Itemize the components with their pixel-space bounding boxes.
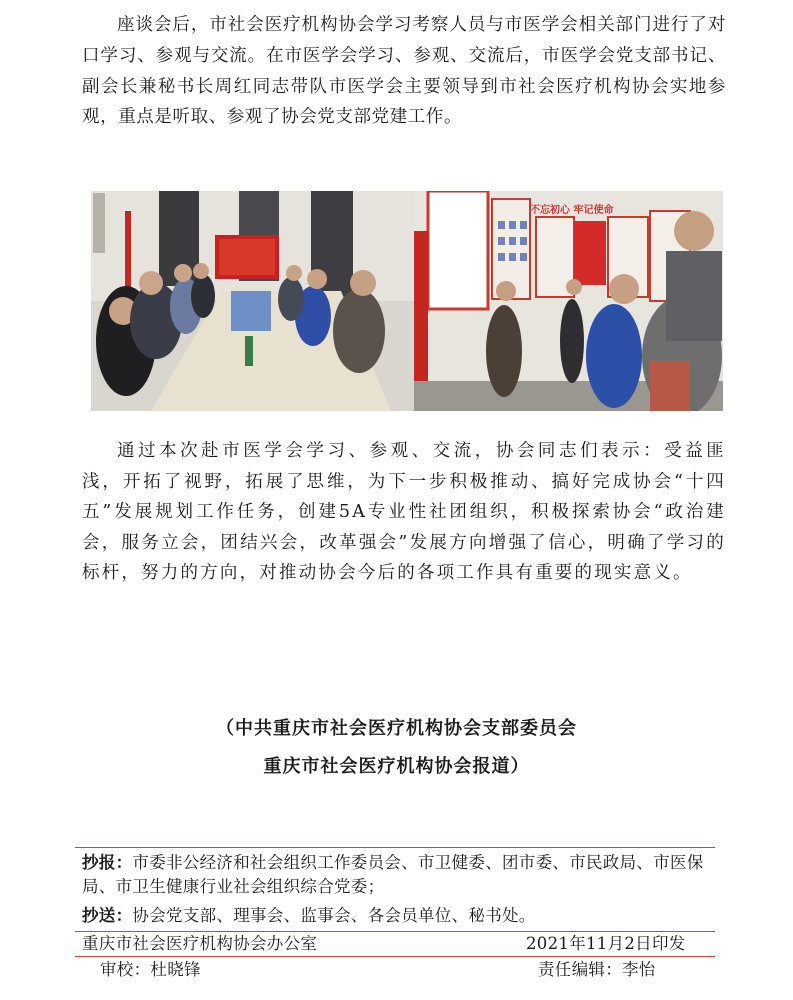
chaosong-block [82, 904, 730, 928]
baosong-text: 市委非公经济和社会组织工作委员会、市卫健委、团市委、市民政局、市医保局、市卫生健康行业社会组织综合党委； [82, 853, 704, 896]
credit-line [100, 958, 720, 982]
party-building-wall-photo [414, 191, 723, 411]
signature-line-2: 重庆市社会医疗机构协会报道） [263, 756, 530, 777]
issue-date: 2021年11月2日印发 [526, 934, 686, 953]
banner-text: 不忘初心 牢记使命 [530, 205, 614, 216]
footer-rule-bottom [75, 956, 715, 957]
chaosong-label: 抄送： [82, 906, 133, 925]
paragraph-1: 座谈会后，市社会医疗机构协会学习考察人员与市医学会相关部门进行了对口学习、参观与交流。在市医学会学习、参观、交流后，市医学会党支部书记、副会长兼秘书长周红同志带队市医学会主要领导到市社会医疗机构协会实地参观，重点是听取、参观了协会党支部党建工作。 [82, 15, 726, 128]
paragraph-2: 通过本次赴市医学会学习、参观、交流，协会同志们表示：受益匪浅，开拓了视野，拓展了思维，为下一步积极推动、搞好完成协会“十四五”发展规划工作任务，创建5A专业性社团组织，积极探索协会“政治建会，服务立会，团结兴会，改革强会”发展方向增强了信心，明确了学习的标杆，努力的方向，对推动协会今后的各项工作具有重要的现实意义。 [82, 441, 726, 584]
meeting-room-photo [91, 191, 414, 411]
baosong-block [82, 851, 730, 899]
office-name: 重庆市社会医疗机构协会办公室 [82, 934, 318, 953]
signature-line-1: （中共重庆市社会医疗机构协会支部委员会 [216, 718, 577, 739]
chaosong-text: 协会党支部、理事会、监事会、各会员单位、秘书处。 [132, 906, 536, 925]
editor: 责任编辑：李怡 [538, 960, 656, 979]
reviewer: 审校：杜晓锋 [100, 960, 201, 979]
photo-row [91, 191, 723, 411]
issue-line [82, 932, 730, 956]
baosong-label: 抄报： [82, 853, 133, 872]
footer-rule-top [75, 847, 715, 848]
